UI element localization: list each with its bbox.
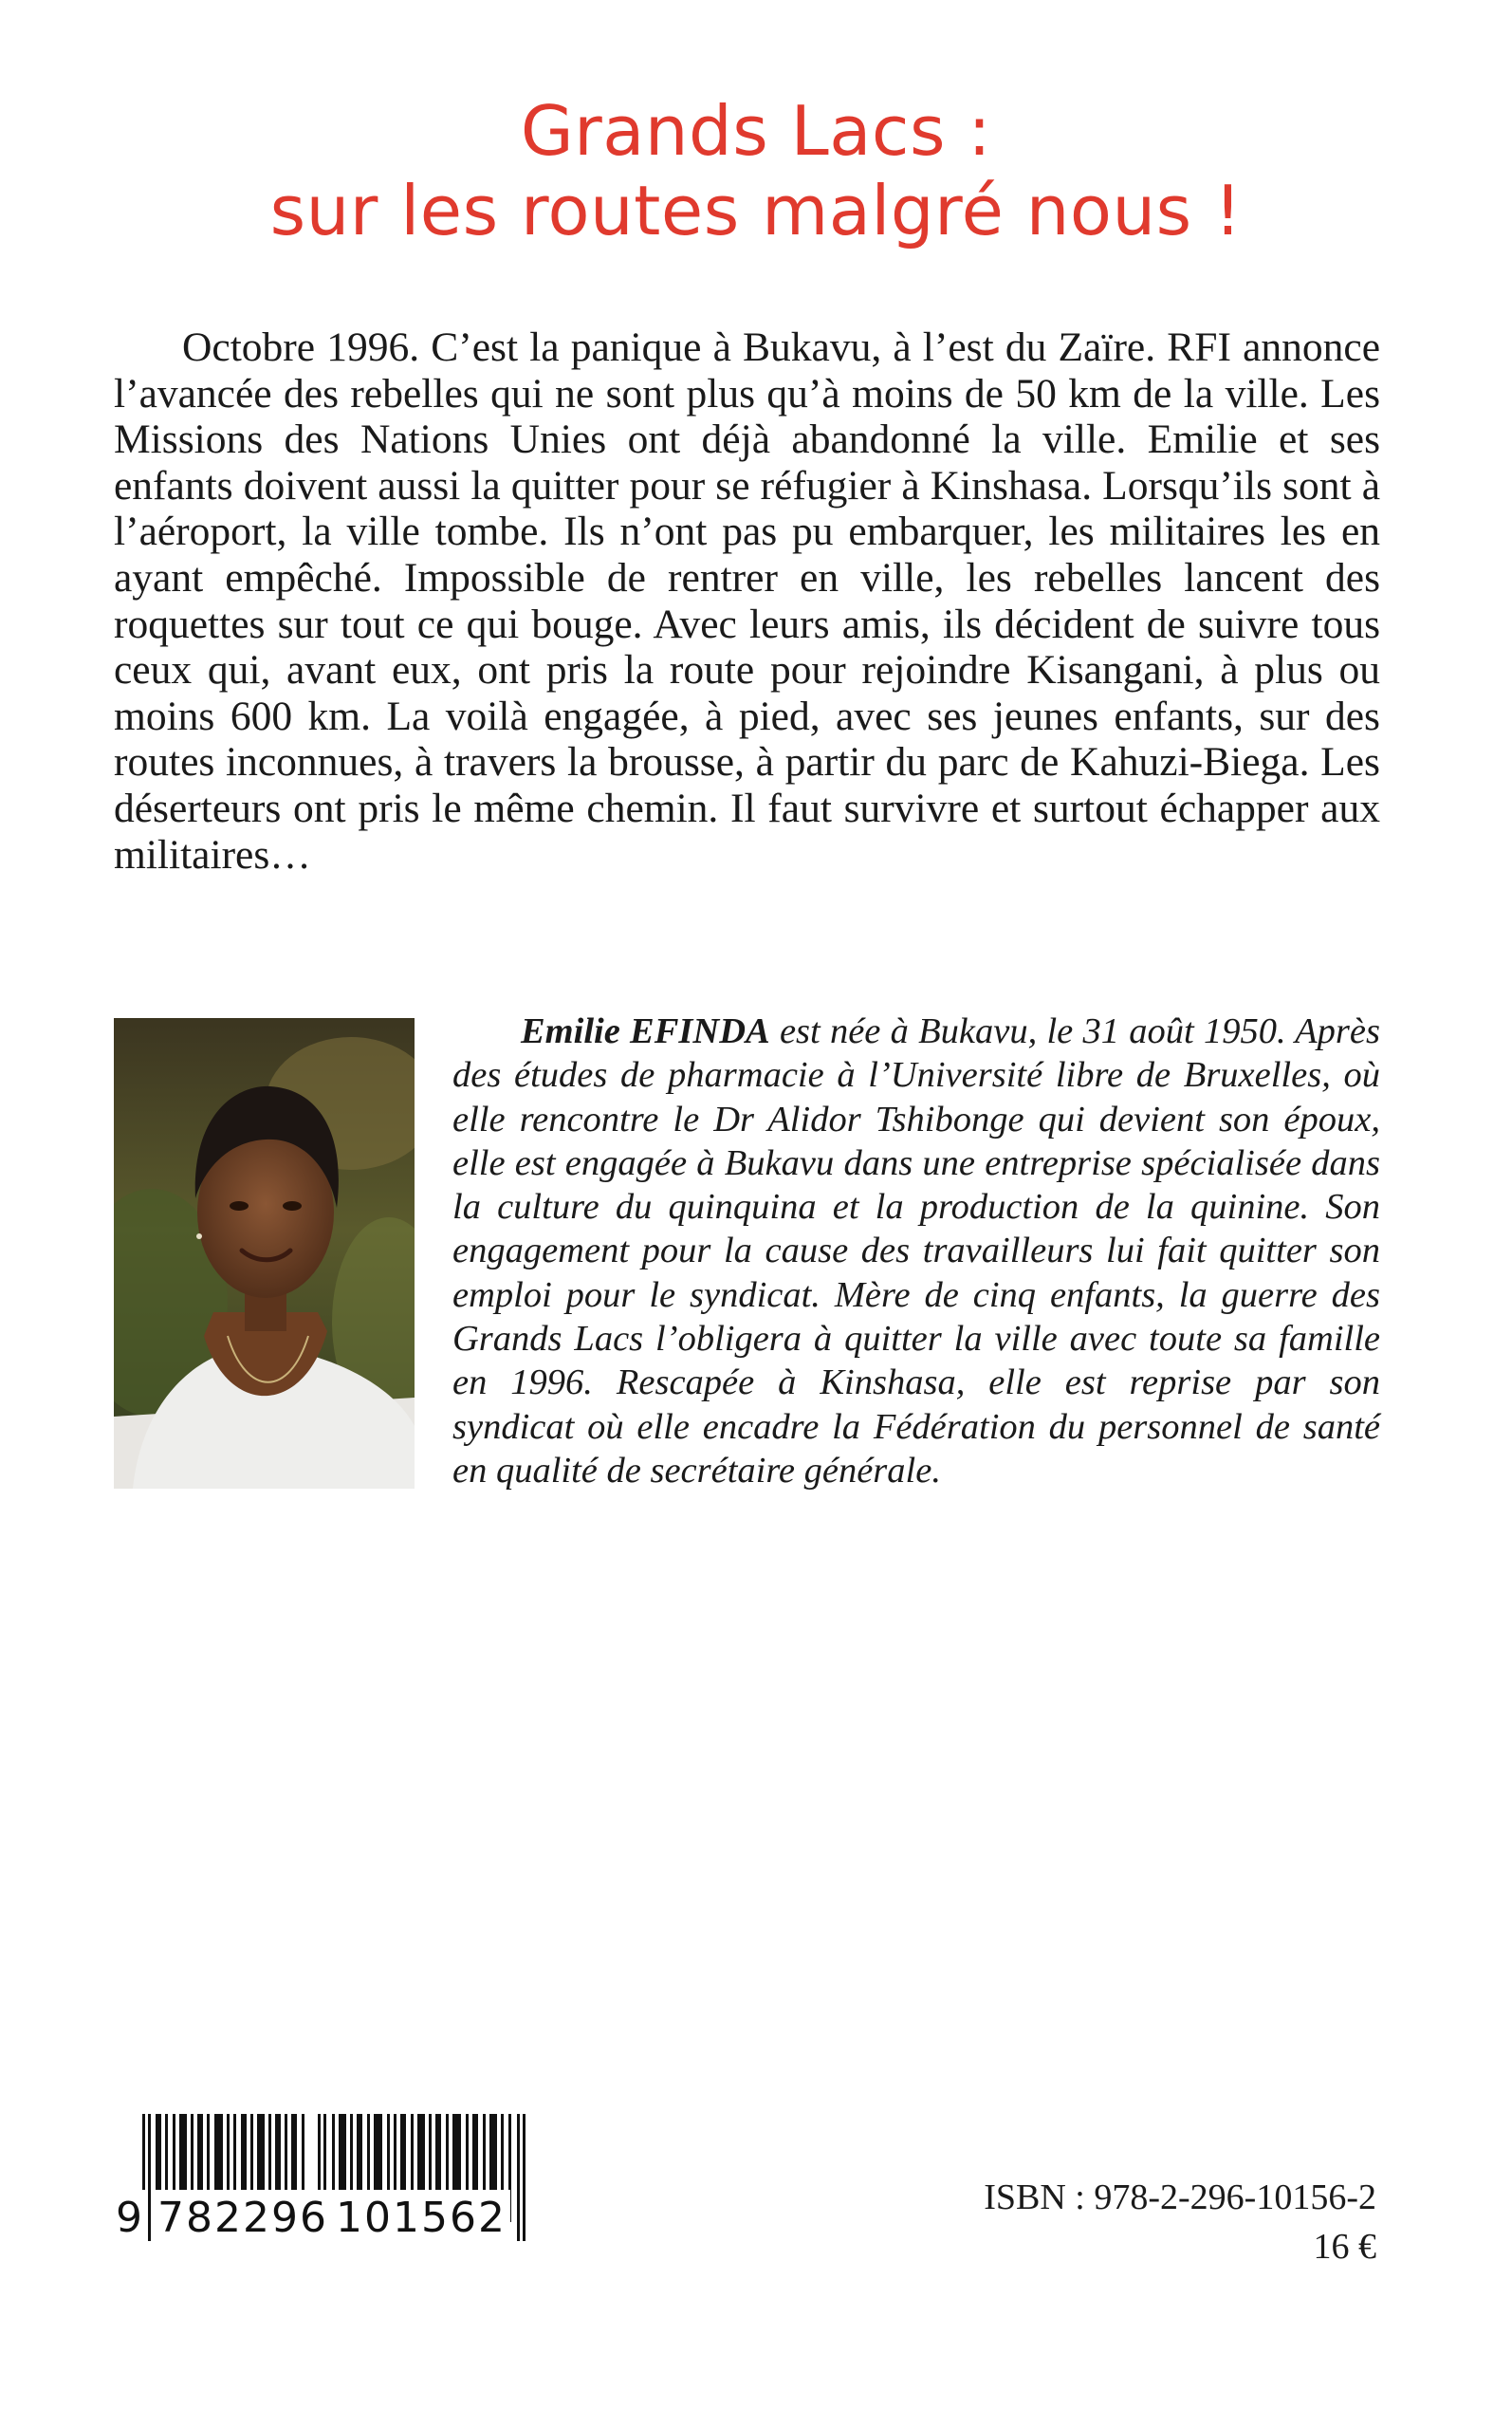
author-photo (114, 1018, 415, 1489)
barcode-group-2: 101562 (332, 2190, 510, 2247)
book-title-line-2: sur les routes malgré nous ! (269, 171, 1243, 250)
barcode-group-1: 782296 (154, 2190, 332, 2247)
author-bio (452, 1010, 1380, 1492)
author-bio-text: est née à Bukavu, le 31 août 1950. Après des études de pharmacie à l’Université libre de Bruxelles, où elle rencontre le Dr Alidor Tshibonge qui devient son époux, elle est engagée à Bukavu dans une entreprise spécialisée dans la culture du quinquina et la production de la quinine. Son engagement pour la cause des travailleurs lui fait quitter son emploi pour le syndicat. Mère de cinq enfants, la guerre des Grands Lacs l’obligera à quitter la ville avec toute sa famille en 1996. Rescapée à Kinshasa, elle est reprise par son syndicat où elle encadre la Fédération du personnel de santé en qualité de secrétaire générale. (452, 1011, 1380, 1491)
book-title (0, 91, 1512, 250)
synopsis-paragraph: Octobre 1996. C’est la panique à Bukavu, à l’est du Zaïre. RFI annonce l’avancée des rebelles qui ne sont plus qu’à moins de 50 km de la ville. Les Missions des Nations Unies ont déjà abandonné la ville. Emilie et ses enfants doivent aussi la quitter pour se réfugier à Kinshasa. Lorsqu’ils sont à l’aéroport, la ville tombe. Ils n’ont pas pu embarquer, les militaires les en ayant empêché. Impossible de rentrer en ville, les rebelles lancent des roquettes sur tout ce qui bouge. Avec leurs amis, ils décident de suivre tous ceux qui, avant eux, ont pris la route pour rejoindre Kisangani, à plus ou moins 600 km. La voilà engagée, à pied, avec ses jeunes enfants, sur des routes inconnues, à travers la brousse, à partir du parc de Kahuzi-Biega. Les déserteurs ont pris le même chemin. Il faut survivre et surtout échapper aux militaires… (114, 324, 1380, 878)
book-title-line-1: Grands Lacs : (520, 91, 992, 171)
isbn-number: ISBN : 978-2-296-10156-2 (984, 2177, 1376, 2217)
barcode-digits (112, 2190, 529, 2247)
price-label: 16 € (1313, 2227, 1376, 2267)
barcode-first-digit: 9 (112, 2190, 146, 2247)
author-name: Emilie EFINDA (521, 1011, 770, 1051)
